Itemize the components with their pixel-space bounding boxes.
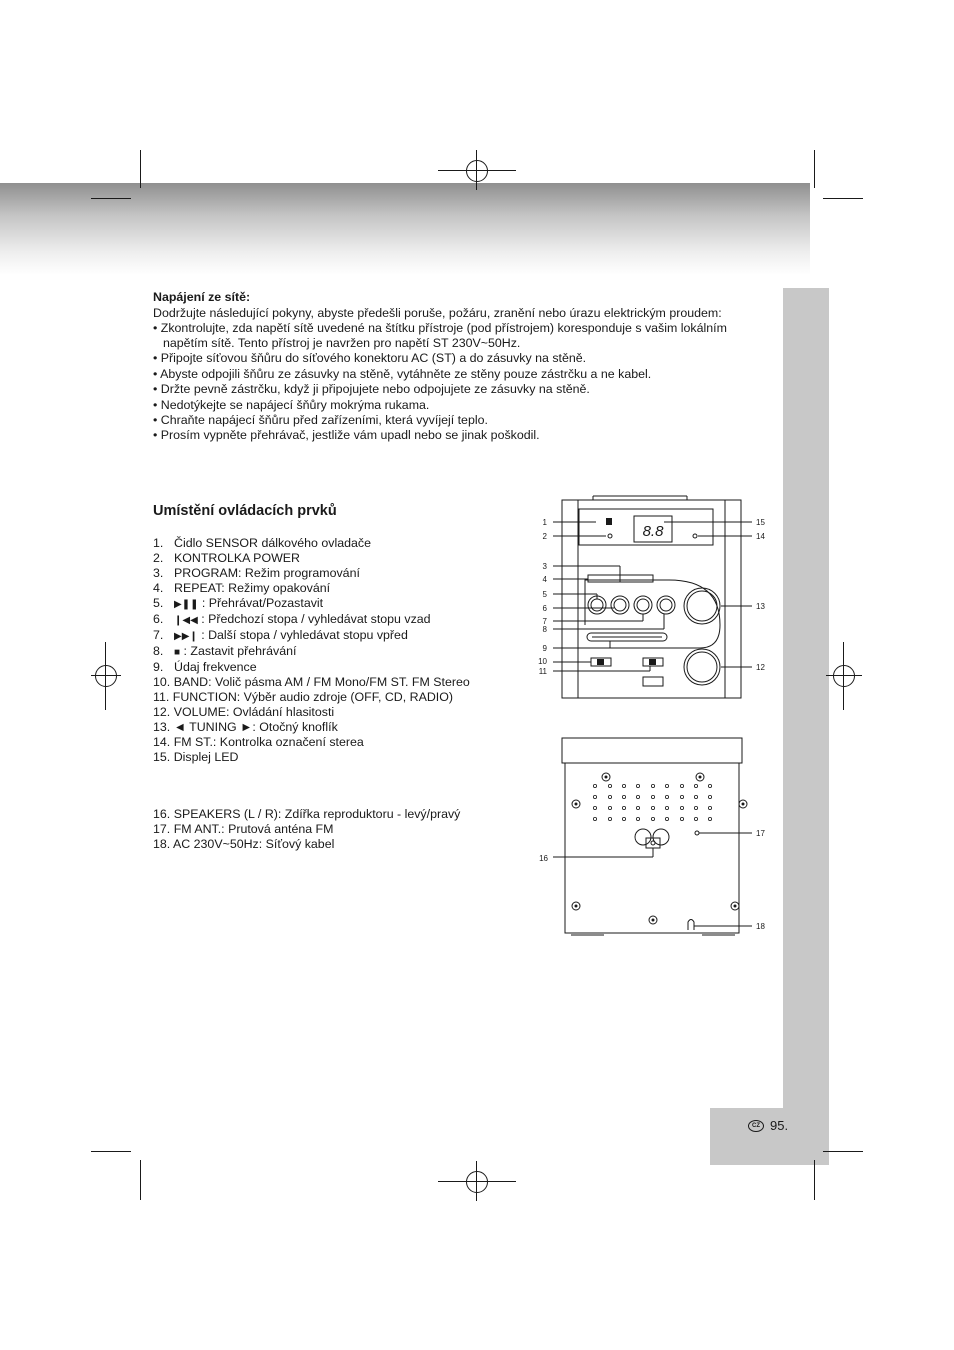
callout-label: 12: [756, 663, 765, 672]
rear-panel-diagram: [530, 733, 780, 943]
registration-mark: [833, 665, 855, 687]
callout-label: 16: [539, 854, 548, 863]
side-bar: [783, 288, 829, 1165]
registration-mark: [466, 160, 488, 182]
rear-top-panel: [562, 738, 742, 763]
registration-line: [476, 1161, 477, 1201]
registration-line: [105, 642, 106, 710]
registration-line: [438, 1181, 516, 1182]
callout-label: 1: [542, 518, 547, 527]
crop-mark: [140, 1160, 141, 1200]
controls-list: [153, 536, 470, 765]
speaker-grille: [593, 784, 711, 820]
power-bullet: • Držte pevně zástrčku, když ji připojujete nebo odpojujete ze zásuvky na stěně.: [153, 382, 590, 396]
page-number: [748, 1118, 788, 1133]
list-item: 16. SPEAKERS (L / R): Zdířka reproduktoru - levý/pravý: [153, 807, 461, 821]
callout-label: 14: [756, 532, 765, 541]
button-panel: [585, 580, 720, 648]
power-bullet: • Nedotýkejte se napájecí šňůry mokrýma rukama.: [153, 398, 430, 412]
power-section-title: Napájení ze sítě:: [153, 290, 251, 304]
header-band: [0, 183, 810, 275]
page-number-text: 95.: [770, 1118, 789, 1133]
callout-label: 11: [538, 667, 547, 676]
callout-label: 3: [542, 562, 547, 571]
front-panel-diagram: [530, 495, 780, 705]
registration-line: [826, 675, 862, 676]
callout-label: 5: [542, 590, 547, 599]
list-item: 12. VOLUME: Ovládání hlasitosti: [153, 705, 335, 719]
registration-line: [476, 150, 477, 190]
volume-knob: [684, 649, 720, 685]
crop-mark: [91, 1151, 131, 1152]
crop-mark: [823, 198, 863, 199]
registration-line: [843, 642, 844, 710]
display-digits: 8.8: [642, 523, 664, 540]
list-item: 15. Displej LED: [153, 750, 239, 764]
tuning-knob: [684, 588, 720, 624]
power-led: [608, 534, 612, 538]
crop-mark: [814, 150, 815, 188]
list-item: 10. BAND: Volič pásma AM / FM Mono/FM ST. FM Stereo: [153, 675, 470, 689]
crop-mark: [814, 1160, 815, 1200]
list-item: 9. Údaj frekvence: [153, 660, 257, 674]
stop-icon: ■: [174, 647, 181, 658]
remote-sensor: [606, 518, 612, 525]
rear-controls-list: [153, 807, 460, 852]
language-badge: CZ: [748, 1120, 764, 1132]
list-item: 8. ■ : Zastavit přehrávání: [153, 644, 297, 658]
power-bullet: • Abyste odpojili šňůru ze zásuvky na stěně, vytáhněte ze stěny pouze zástrčku a ne kabel.: [153, 367, 652, 381]
list-item: 11. FUNCTION: Výběr audio zdroje (OFF, CD, RADIO): [153, 690, 453, 704]
list-item: 18. AC 230V~50Hz: Síťový kabel: [153, 837, 335, 851]
callout-label: 18: [756, 922, 765, 931]
list-item: 3. PROGRAM: Režim programování: [153, 566, 360, 580]
callout-label: 15: [756, 518, 765, 527]
crop-mark: [823, 1151, 863, 1152]
list-item: 6. ❙◀◀ : Předchozí stopa / vyhledávat stopu vzad: [153, 612, 431, 626]
registration-line: [91, 675, 121, 676]
callout-label: 10: [538, 657, 547, 666]
power-cord: [688, 920, 694, 931]
list-item: 1. Čidlo SENSOR dálkového ovladače: [153, 536, 371, 550]
callout-label: 8: [542, 625, 547, 634]
controls-section-title: Umístění ovládacích prvků: [153, 503, 337, 519]
list-item: 13. ◄ TUNING ►: Otočný knoflík: [153, 720, 338, 734]
callout-label: 4: [542, 575, 547, 584]
power-bullet: • Chraňte napájecí šňůru před zařízeními, která vyvíjejí teplo.: [153, 413, 488, 427]
registration-line: [438, 170, 516, 171]
list-item: 2. KONTROLKA POWER: [153, 551, 300, 565]
list-item: 17. FM ANT.: Prutová anténa FM: [153, 822, 334, 836]
list-item: 5. ▶❚❚ : Přehrávat/Pozastavit: [153, 596, 324, 610]
list-item: 14. FM ST.: Kontrolka označení sterea: [153, 735, 364, 749]
speaker-jack-left: [635, 829, 651, 845]
callout-label: 9: [542, 644, 547, 653]
skip-forward-icon: ▶▶❙: [174, 631, 198, 642]
registration-mark: [95, 665, 117, 687]
crop-mark: [91, 198, 131, 199]
list-item: 7. ▶▶❙ : Další stopa / vyhledávat stopu vpřed: [153, 628, 408, 642]
callout-label: 2: [542, 532, 547, 541]
skip-back-icon: ❙◀◀: [174, 615, 198, 626]
fm-stereo-led: [693, 534, 697, 538]
list-item: 4. REPEAT: Režimy opakování: [153, 581, 331, 595]
power-bullet: • Zkontrolujte, zda napětí sítě uvedené na štítku přístroje (pod přístrojem) koresponduje s vašim lokálním: [153, 321, 727, 335]
power-bullet: • Prosím vypněte přehrávač, jestliže vám upadl nebo se jinak poškodil.: [153, 428, 540, 442]
play-pause-icon: ▶❚❚: [174, 599, 199, 610]
power-bullet-continuation: napětím sítě. Tento přístroj je navržen pro napětí ST 230V~50Hz.: [163, 336, 521, 350]
callout-label: 7: [542, 617, 547, 626]
callout-label: 6: [542, 604, 547, 613]
page-number-box: [710, 1108, 829, 1165]
callout-label: 13: [756, 602, 765, 611]
power-intro: Dodržujte následující pokyny, abyste předešli poruše, požáru, zranění nebo úrazu elektrickým proudem:: [153, 306, 722, 320]
fm-antenna: [695, 831, 699, 835]
callout-label: 17: [756, 829, 765, 838]
registration-mark: [466, 1171, 488, 1193]
power-bullet: • Připojte síťovou šňůru do síťového konektoru AC (ST) a do zásuvky na stěně.: [153, 351, 587, 365]
crop-mark: [140, 150, 141, 188]
